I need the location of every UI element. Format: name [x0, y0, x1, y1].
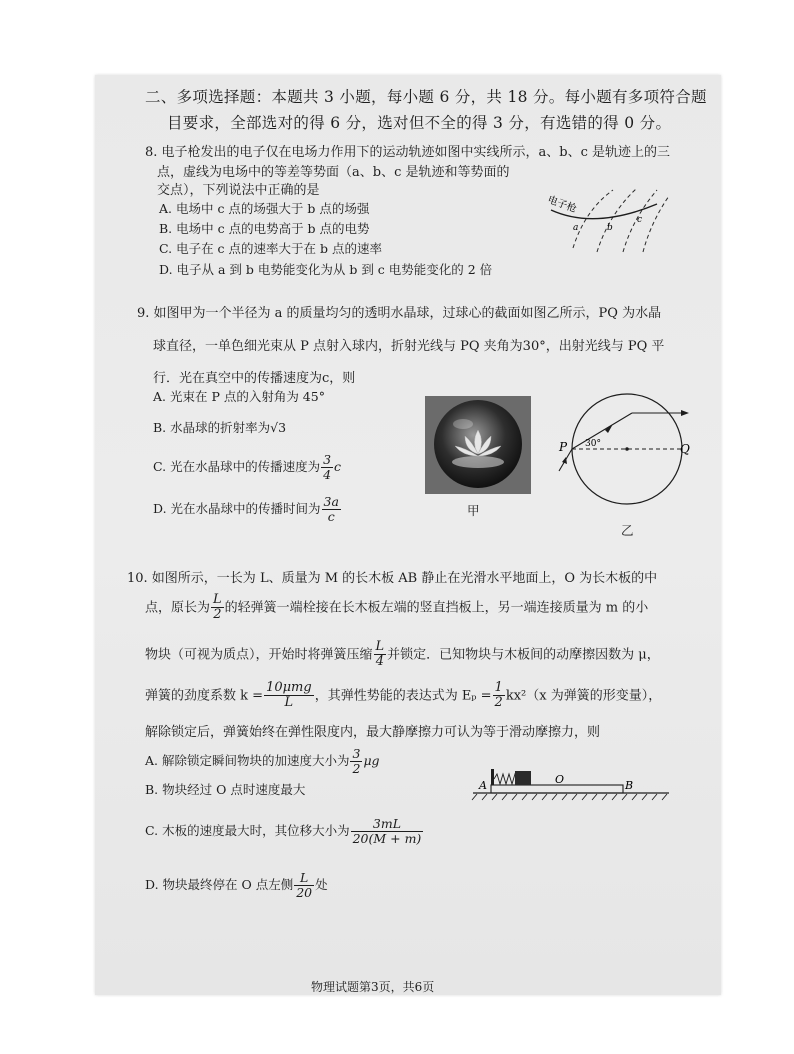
q10-option-d: D. 物块最终停在 O 点左侧 $\frac{L}{20}$ 处 — [145, 870, 328, 900]
crystal-ball-cross-section — [557, 385, 697, 525]
section-heading-line1: 二、多项选择题：本题共 3 小题，每小题 6 分，共 18 分。每小题有多项符合题 — [145, 88, 707, 106]
q8-option-d: D. 电子从 a 到 b 电势能变化为从 b 到 c 电势能变化的 2 倍 — [159, 262, 493, 277]
page-footer: 物理试题第3页，共6页 — [311, 980, 435, 994]
q9-stem-line1: 9. 如图甲为一个半径为 a 的质量均匀的透明水晶球，过球心的截面如图乙所示，PQ 为水晶 — [137, 306, 662, 321]
q8-label-a: a — [573, 223, 579, 233]
q10-stem-line3: 物块（可视为质点），开始时将弹簧压缩 $\frac{L}{4}$ 并锁定．已知物块与木板间的动摩擦因数为 μ， — [145, 639, 660, 670]
fraction: $\frac{3}{2}$ — [352, 746, 361, 776]
q9-option-d: D. 光在水晶球中的传播时间为 $\frac{3a}{c}$ — [153, 494, 339, 524]
fraction: $\frac{L}{20}$ — [296, 870, 313, 900]
q9-option-a: A. 光束在 P 点的入射角为 45° — [153, 389, 325, 404]
q8-stem-line1: 8. 电子枪发出的电子仅在电场力作用下的运动轨迹如图中实线所示，a、b、c 是轨迹上的三 — [145, 145, 671, 160]
crystal-ball-image — [425, 396, 531, 494]
figure-label-jia: 甲 — [467, 503, 480, 518]
q8-gun-label: 电子枪 — [545, 194, 578, 216]
label-b: B — [625, 779, 634, 792]
label-p: P — [559, 440, 568, 454]
fraction: $\frac{\text{10μmg}}{L}$ — [266, 680, 312, 711]
q8-option-c: C. 电子在 c 点的速率大于在 b 点的速率 — [159, 241, 382, 256]
q10-stem-line4: 弹簧的劲度系数 k = $\frac{\text{10μmg}}{L}$ ，其弹性势能的表达式为 Eₚ = $\frac{1}{2}$ kx²（x 为弹簧的形变量）， — [145, 680, 662, 711]
q8-electron-trajectory-figure — [545, 180, 675, 260]
label-q: Q — [680, 442, 690, 456]
figure-label-yi: 乙 — [621, 523, 634, 538]
q10-board-spring-figure — [471, 755, 671, 801]
q9-option-c: C. 光在水晶球中的传播速度为 $\frac{3}{4}$ c — [153, 452, 342, 482]
q8-option-a: A. 电场中 c 点的场强大于 b 点的场强 — [159, 201, 370, 216]
q10-option-c: C. 木板的速度最大时，其位移大小为 $\frac{3mL}{20(M + m)}$ — [145, 816, 422, 846]
crystal-ball-photo — [425, 396, 531, 494]
angle-label: 30° — [585, 439, 601, 449]
label-a: A — [479, 779, 487, 792]
fraction: $\frac{L}{2}$ — [213, 592, 222, 623]
q9-stem-line3: 行．光在真空中的传播速度为c，则 — [153, 371, 356, 386]
label-o: O — [555, 773, 565, 786]
q10-stem-line1: 10. 如图所示，一长为 L、质量为 M 的长木板 AB 静止在光滑水平地面上，O 为长木板的中 — [127, 571, 658, 586]
q8-label-b: b — [607, 223, 613, 233]
q10-option-b: B. 物块经过 O 点时速度最大 — [145, 782, 306, 797]
q9-stem-line2: 球直径，一单色细光束从 P 点射入球内，折射光线与 PQ 夹角为30°，出射光线与 PQ 平 — [153, 339, 665, 354]
section-heading-line2: 目要求，全部选对的得 6 分，选对但不全的得 3 分，有选错的得 0 分。 — [167, 114, 672, 132]
q8-label-c: c — [637, 215, 643, 225]
fraction: $\frac{3a}{c}$ — [323, 494, 339, 524]
q8-option-b: B. 电场中 c 点的电势高于 b 点的电势 — [159, 221, 370, 236]
q8-stem-line2: 点，虚线为电场中的等差等势面（a、b、c 是轨迹和等势面的 — [157, 165, 510, 180]
fraction: $\frac{3}{4}$ — [323, 452, 332, 482]
q10-stem-line2: 点，原长为 $\frac{L}{2}$ 的轻弹簧一端栓接在长木板左端的竖直挡板上，另一端连接质量为 m 的小 — [145, 592, 649, 623]
q10-stem-line5: 解除锁定后，弹簧始终在弹性限度内，最大静摩擦力可认为等于滑动摩擦力，则 — [145, 725, 601, 740]
q8-stem-line3: 交点），下列说法中正确的是 — [157, 183, 320, 198]
fraction: $\frac{3mL}{20(M + m)}$ — [352, 816, 422, 846]
fraction: $\frac{1}{2}$ — [494, 680, 503, 711]
exam-page — [95, 75, 721, 995]
q9-option-b: B. 水晶球的折射率为√3 — [153, 420, 287, 435]
q10-option-a: A. 解除锁定瞬间物块的加速度大小为 $\frac{3}{2}$ μg — [145, 746, 380, 776]
fraction: $\frac{L}{4}$ — [375, 639, 385, 670]
